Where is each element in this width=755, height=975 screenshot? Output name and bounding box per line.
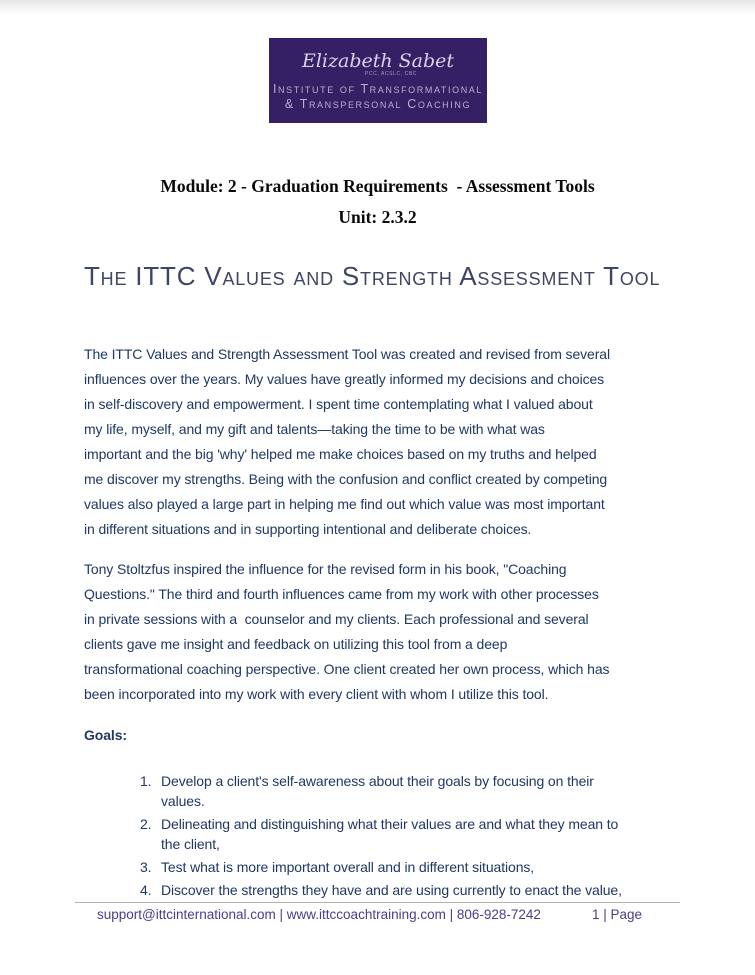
goals-list [140,771,678,900]
paragraph-line: The ITTC Values and Strength Assessment Tool was created and revised from several [84,346,610,362]
paragraph-line: values also played a large part in helping me find out which value was most important [84,496,605,512]
paragraph-line: transformational coaching perspective. One client created her own process, which has [84,661,610,677]
paragraph-line: me discover my strengths. Being with the confusion and conflict created by competing [84,471,608,487]
list-item-number: 1. [140,773,152,789]
paragraph-1 [84,342,678,542]
paragraph-line: Questions." The third and fourth influences came from my work with other processes [84,586,599,602]
list-item-text [161,857,534,877]
list-item-text [161,814,618,854]
list-item-line: the client, [161,836,220,852]
paragraph-line: clients gave me insight and feedback on utilizing this tool from a deep [84,636,508,652]
logo-org-line1: Institute of Transformational [272,82,484,96]
paragraph-line: influences over the years. My values have greatly informed my decisions and choices [84,371,605,387]
goals-heading: Goals: [84,727,127,743]
page-top-shadow [0,0,755,14]
list-item [140,814,678,854]
footer-page-number: 1 | Page [591,907,642,922]
list-item-text [161,880,622,900]
list-item [140,771,678,811]
page-footer [75,902,680,922]
footer-contact: support@ittcinternational.com | www.ittccoachtraining.com | 806-928-7242 [97,907,541,922]
list-item-line: values. [161,793,205,809]
paragraph-2 [84,557,678,707]
list-item [140,857,678,877]
document-body [84,342,678,903]
list-item-line: Discover the strengths they have and are using currently to enact the value, [161,882,622,898]
paragraph-line: Tony Stoltzfus inspired the influence for the revised form in his book, "Coaching [84,561,567,577]
paragraph-line: in self-discovery and empowerment. I spent time contemplating what I valued about [84,396,593,412]
paragraph-line: important and the big 'why' helped me make choices based on my truths and helped [84,446,597,462]
module-title-line2: Unit: 2.3.2 [338,207,417,227]
paragraph-line: been incorporated into my work with every client with whom I utilize this tool. [84,686,549,702]
list-item-line: Test what is more important overall and in different situations, [161,859,535,875]
paragraph-line: my life, myself, and my gift and talents—taking the time to be with what was [84,421,545,437]
logo-credentials: PCC, ACSLC, CBC [364,71,418,77]
module-title [0,171,755,233]
list-item-line: Develop a client's self-awareness about their goals by focusing on their [161,773,594,789]
list-item-line: Delineating and distinguishing what their values are and what they mean to [161,816,619,832]
list-item-number: 3. [140,859,152,875]
list-item [140,880,678,900]
paragraph-line: in different situations and in supporting intentional and deliberate choices. [84,521,532,537]
module-title-line1: Module: 2 - Graduation Requirements - Assessment Tools [160,176,595,196]
list-item-text [161,771,594,811]
logo-banner [269,38,487,123]
logo-script-name: Elizabeth Sabet [301,50,455,72]
section-heading: The ITTC Values and Strength Assessment Tool [84,261,661,291]
logo-org-line2: & Transpersonal Coaching [284,97,472,111]
list-item-number: 4. [140,882,152,898]
list-item-number: 2. [140,816,152,832]
paragraph-line: in private sessions with a counselor and my clients. Each professional and several [84,611,589,627]
